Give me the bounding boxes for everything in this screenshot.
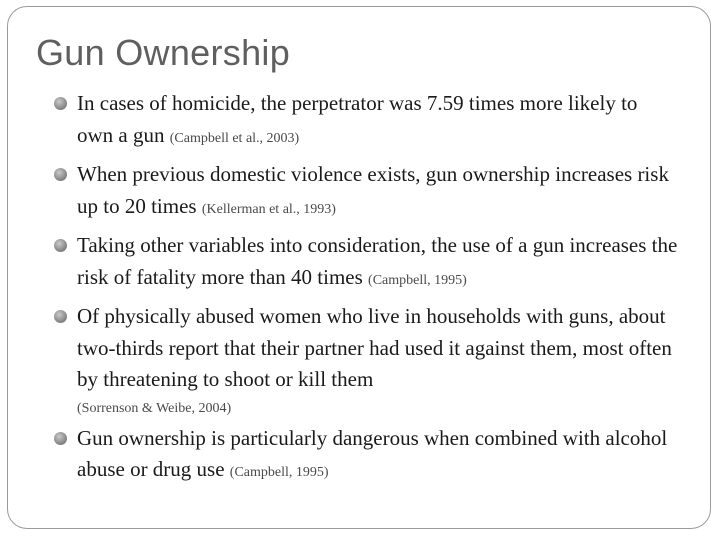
bullet-dot-icon: [54, 432, 67, 445]
bullet-text: In cases of homicide, the perpetrator was 7.59 times more likely to own a gun: [77, 91, 638, 147]
bullet-item: [52, 423, 678, 489]
bullet-item: [52, 230, 678, 296]
bullet-item: [52, 301, 678, 418]
bullet-text: Gun ownership is particularly dangerous when combined with alcohol abuse or drug use: [77, 425, 668, 481]
slide-title: Gun Ownership: [36, 32, 291, 73]
bullet-dot-icon: [54, 97, 67, 110]
bullet-dot-icon: [54, 239, 67, 252]
bullet-citation: (Campbell, 1995): [368, 272, 467, 288]
bullet-text: When previous domestic violence exists, gun ownership increases risk up to 20 times: [77, 162, 669, 218]
bullet-dot-icon: [54, 310, 67, 323]
bullet-citation: (Sorrenson & Weibe, 2004): [77, 400, 232, 416]
bullet-citation: (Campbell et al., 2003): [169, 130, 300, 146]
bullet-list: [52, 88, 678, 494]
bullet-text: Taking other variables into consideration, the use of a gun increases the risk of fatality more than 40 times: [77, 233, 678, 289]
bullet-item: [52, 159, 678, 225]
bullet-dot-icon: [54, 168, 67, 181]
bullet-item: [52, 88, 678, 154]
bullet-citation: (Kellerman et al., 1993): [201, 201, 336, 217]
bullet-text: Of physically abused women who live in households with guns, about two-thirds report that their partner had used it against them, most often by threatening to shoot or kill them: [77, 304, 672, 391]
bullet-citation: (Campbell, 1995): [229, 465, 329, 480]
